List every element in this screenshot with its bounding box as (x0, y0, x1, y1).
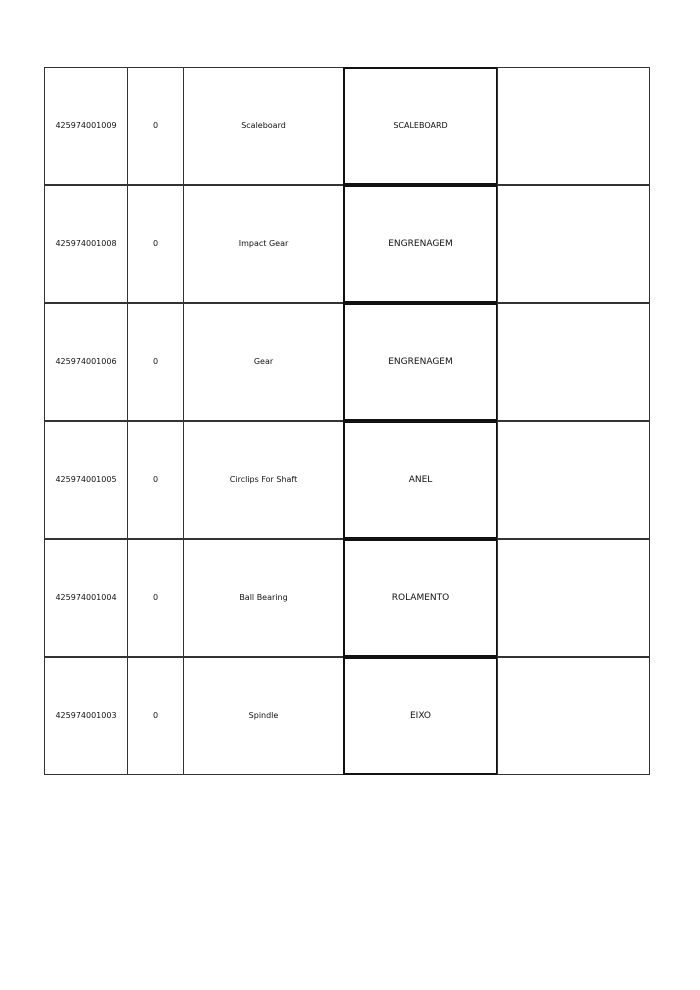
table-row (44, 67, 650, 185)
notes-cell (497, 67, 650, 185)
part-code-cell: 425974001004 (44, 539, 128, 657)
part-code-cell: 425974001005 (44, 421, 128, 539)
table-row (44, 657, 650, 775)
quantity-cell: 0 (127, 185, 184, 303)
description-cell: Ball Bearing (183, 539, 344, 657)
translation-cell: ENGRENAGEM (343, 303, 498, 421)
description-cell: Scaleboard (183, 67, 344, 185)
parts-table (44, 67, 650, 776)
translation-cell: SCALEBOARD (343, 67, 498, 185)
part-code-cell: 425974001006 (44, 303, 128, 421)
quantity-cell: 0 (127, 539, 184, 657)
quantity-cell: 0 (127, 303, 184, 421)
table-row (44, 421, 650, 539)
part-code-cell: 425974001003 (44, 657, 128, 775)
table-row (44, 185, 650, 303)
translation-cell: ENGRENAGEM (343, 185, 498, 303)
description-cell: Gear (183, 303, 344, 421)
quantity-cell: 0 (127, 657, 184, 775)
description-cell: Impact Gear (183, 185, 344, 303)
notes-cell (497, 185, 650, 303)
notes-cell (497, 421, 650, 539)
translation-cell: ANEL (343, 421, 498, 539)
quantity-cell: 0 (127, 67, 184, 185)
table-row (44, 303, 650, 421)
quantity-cell: 0 (127, 421, 184, 539)
translation-cell: EIXO (343, 657, 498, 775)
description-cell: Spindle (183, 657, 344, 775)
notes-cell (497, 303, 650, 421)
notes-cell (497, 539, 650, 657)
translation-cell: ROLAMENTO (343, 539, 498, 657)
notes-cell (497, 657, 650, 775)
table-row (44, 539, 650, 657)
description-cell: Circlips For Shaft (183, 421, 344, 539)
part-code-cell: 425974001008 (44, 185, 128, 303)
part-code-cell: 425974001009 (44, 67, 128, 185)
